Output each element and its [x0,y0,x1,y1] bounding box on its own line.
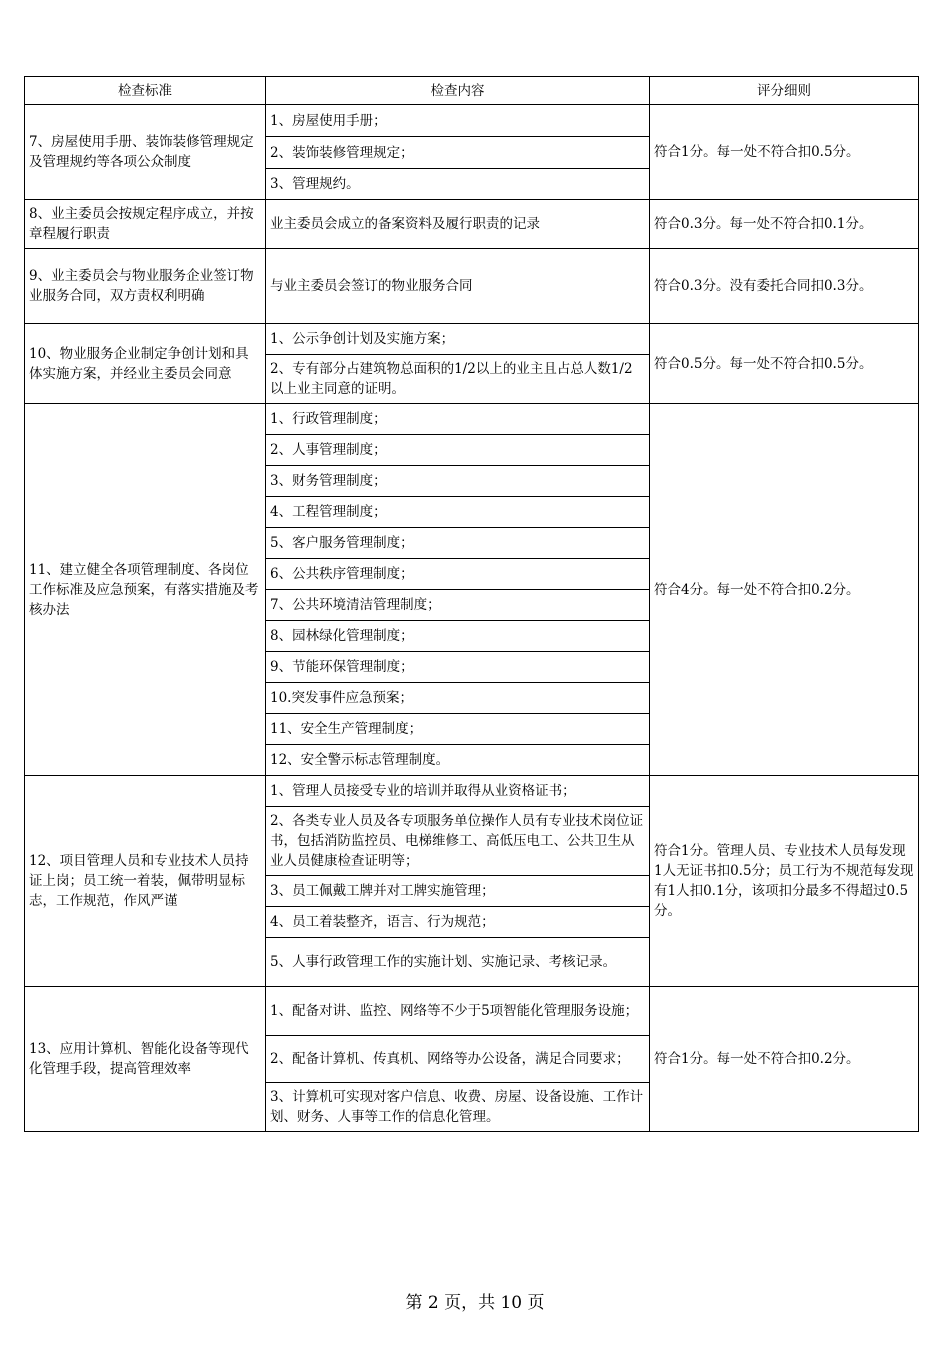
table-row [25,776,919,807]
standard-cell: 8、业主委员会按规定程序成立，并按章程履行职责 [25,200,266,249]
standard-cell: 11、建立健全各项管理制度、各岗位工作标准及应急预案，有落实措施及考核办法 [25,404,266,776]
rule-cell: 符合1分。每一处不符合扣0.2分。 [650,987,919,1132]
content-cell: 4、员工着装整齐，语言、行为规范； [266,907,650,938]
content-cell: 2、装饰装修管理规定； [266,137,650,169]
content-cell: 与业主委员会签订的物业服务合同 [266,249,650,324]
standard-cell: 12、项目管理人员和专业技术人员持证上岗；员工统一着装，佩带明显标志，工作规范，作风严谨 [25,776,266,987]
inspection-table [24,76,919,1132]
content-cell: 12、安全警示标志管理制度。 [266,745,650,776]
content-cell: 3、计算机可实现对客户信息、收费、房屋、设备设施、工作计划、财务、人事等工作的信息化管理。 [266,1083,650,1132]
header-content: 检查内容 [266,77,650,105]
content-cell: 5、人事行政管理工作的实施计划、实施记录、考核记录。 [266,938,650,987]
content-cell: 1、配备对讲、监控、网络等不少于5项智能化管理服务设施； [266,987,650,1036]
content-cell: 10.突发事件应急预案； [266,683,650,714]
content-cell: 9、节能环保管理制度； [266,652,650,683]
content-cell: 7、公共环境清洁管理制度； [266,590,650,621]
table-row [25,105,919,137]
content-cell: 3、管理规约。 [266,169,650,200]
content-cell: 2、专有部分占建筑物总面积的1/2以上的业主且占总人数1/2以上业主同意的证明。 [266,355,650,404]
content-cell: 2、人事管理制度； [266,435,650,466]
content-cell: 3、财务管理制度； [266,466,650,497]
rule-cell: 符合0.3分。每一处不符合扣0.1分。 [650,200,919,249]
table-row [25,200,919,249]
rule-cell: 符合4分。每一处不符合扣0.2分。 [650,404,919,776]
standard-cell: 9、业主委员会与物业服务企业签订物业服务合同，双方责权利明确 [25,249,266,324]
page-number: 第 2 页，共 10 页 [405,1293,545,1313]
content-cell: 4、工程管理制度； [266,497,650,528]
header-standard: 检查标准 [25,77,266,105]
content-cell: 6、公共秩序管理制度； [266,559,650,590]
content-cell: 1、房屋使用手册； [266,105,650,137]
content-cell: 3、员工佩戴工牌并对工牌实施管理； [266,876,650,907]
content-cell: 5、客户服务管理制度； [266,528,650,559]
content-cell: 8、园林绿化管理制度； [266,621,650,652]
rule-cell: 符合0.3分。没有委托合同扣0.3分。 [650,249,919,324]
header-rule: 评分细则 [650,77,919,105]
table-header-row [25,77,919,105]
content-cell: 业主委员会成立的备案资料及履行职责的记录 [266,200,650,249]
rule-cell: 符合1分。每一处不符合扣0.5分。 [650,105,919,200]
content-cell: 2、各类专业人员及各专项服务单位操作人员有专业技术岗位证书，包括消防监控员、电梯维修工、高低压电工、公共卫生从业人员健康检查证明等； [266,807,650,876]
content-cell: 1、管理人员接受专业的培训并取得从业资格证书； [266,776,650,807]
standard-cell: 7、房屋使用手册、装饰装修管理规定及管理规约等各项公众制度 [25,105,266,200]
rule-cell: 符合0.5分。每一处不符合扣0.5分。 [650,324,919,404]
table-row [25,987,919,1036]
standard-cell: 13、应用计算机、智能化设备等现代化管理手段，提高管理效率 [25,987,266,1132]
table-row [25,324,919,355]
content-cell: 2、配备计算机、传真机、网络等办公设备，满足合同要求； [266,1036,650,1083]
rule-cell: 符合1分。管理人员、专业技术人员每发现1人无证书扣0.5分；员工行为不规范每发现有1人扣0.1分，该项扣分最多不得超过0.5分。 [650,776,919,987]
content-cell: 1、公示争创计划及实施方案； [266,324,650,355]
standard-cell: 10、物业服务企业制定争创计划和具体实施方案，并经业主委员会同意 [25,324,266,404]
table-row [25,404,919,435]
table-row [25,249,919,324]
content-cell: 11、安全生产管理制度； [266,714,650,745]
content-cell: 1、行政管理制度； [266,404,650,435]
